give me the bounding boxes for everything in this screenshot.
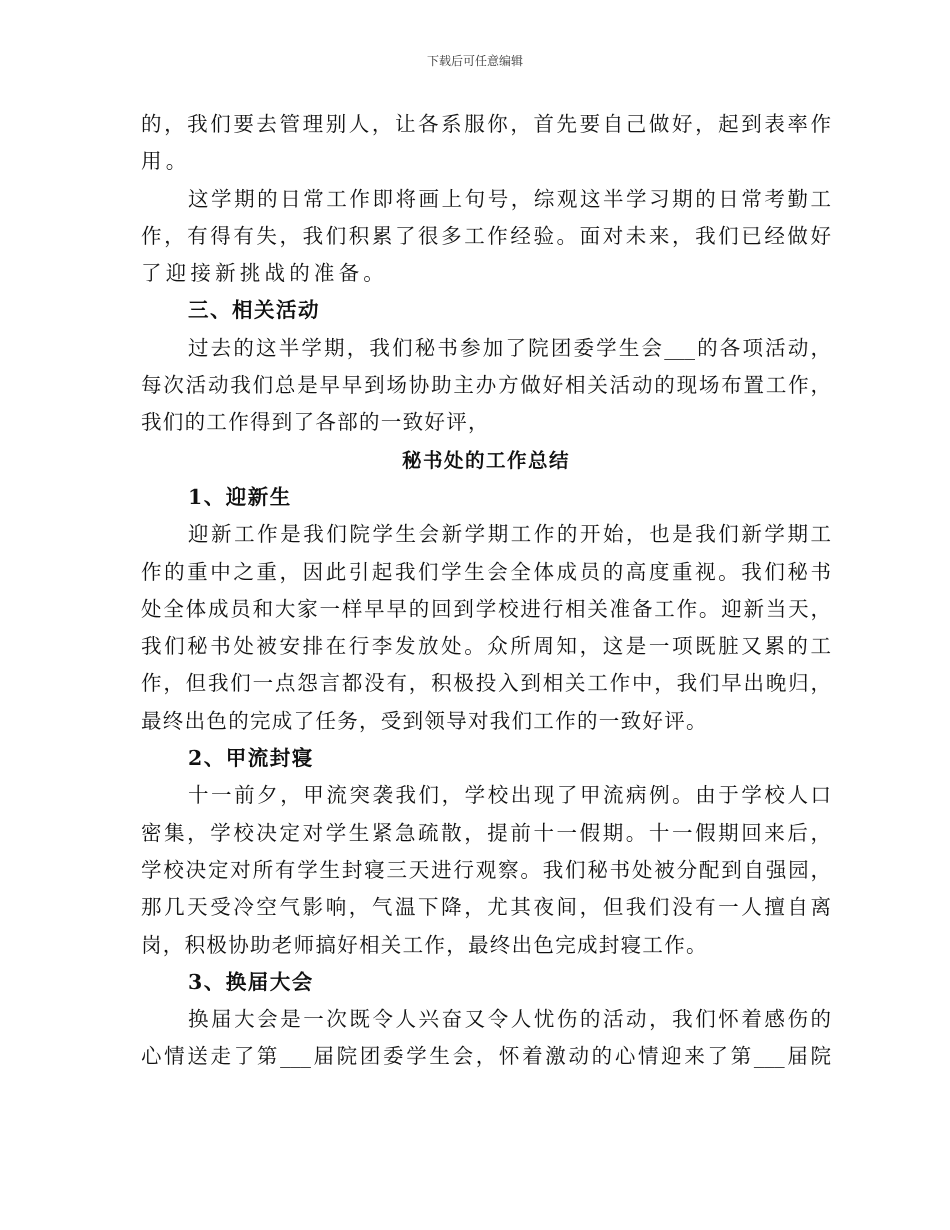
section-heading: 2、甲流封寝: [188, 746, 314, 771]
section-heading: 三、相关活动: [188, 298, 320, 323]
body-paragraph-line: 了迎接新挑战的准备。: [141, 261, 388, 286]
body-paragraph-line: 换届大会是一次既令人兴奋又令人忧伤的活动，我们怀着感伤的: [188, 1007, 831, 1032]
body-paragraph-line: 过去的这半学期，我们秘书参加了院团委学生会___的各项活动，: [188, 335, 831, 360]
body-paragraph-line: 那几天受冷空气影响，气温下降，尤其夜间，但我们没有一人擅自离: [141, 895, 831, 920]
body-paragraph-line: 处全体成员和大家一样早早的回到学校进行相关准备工作。迎新当天，: [141, 596, 831, 621]
body-paragraph-line: 学校决定对所有学生封寝三天进行观察。我们秘书处被分配到自强园，: [141, 857, 831, 882]
body-paragraph-line: 十一前夕，甲流突袭我们，学校出现了甲流病例。由于学校人口: [188, 783, 831, 808]
body-paragraph-line: 作的重中之重，因此引起我们学生会全体成员的高度重视。我们秘书: [141, 559, 831, 584]
body-paragraph-line: 的，我们要去管理别人，让各系服你，首先要自己做好，起到表率作: [141, 112, 831, 136]
body-paragraph-line: 这学期的日常工作即将画上句号，综观这半学习期的日常考勤工: [188, 186, 831, 211]
document-title: 秘书处的工作总结: [401, 448, 570, 472]
body-paragraph-line: 岗，积极协助老师搞好相关工作，最终出色完成封寝工作。: [141, 932, 708, 957]
body-paragraph-line: 我们的工作得到了各部的一致好评，: [141, 410, 490, 435]
section-heading: 1、迎新生: [188, 484, 292, 509]
body-paragraph-line: 最终出色的完成了任务，受到领导对我们工作的一致好评。: [141, 708, 708, 733]
body-paragraph-line: 我们秘书处被安排在行李发放处。众所周知，这是一项既脏又累的工: [141, 634, 831, 659]
page-header: 下载后可任意编辑: [426, 54, 523, 68]
body-paragraph-line: 每次活动我们总是早早到场协助主办方做好相关活动的现场布置工作，: [141, 373, 831, 398]
body-paragraph-line: 作，有得有失，我们积累了很多工作经验。面对未来，我们已经做好: [141, 223, 831, 248]
body-paragraph-line: 心情送走了第___届院团委学生会，怀着激动的心情迎来了第___届院: [141, 1044, 831, 1069]
section-heading: 3、换届大会: [188, 969, 314, 994]
body-paragraph-line: 密集，学校决定对学生紧急疏散，提前十一假期。十一假期回来后，: [141, 820, 831, 845]
body-paragraph-line: 迎新工作是我们院学生会新学期工作的开始，也是我们新学期工: [188, 522, 831, 547]
body-paragraph-line: 作，但我们一点怨言都没有，积极投入到相关工作中，我们早出晚归，: [141, 671, 831, 696]
body-paragraph-line: 用。: [141, 149, 191, 174]
document-body: [141, 106, 831, 1076]
